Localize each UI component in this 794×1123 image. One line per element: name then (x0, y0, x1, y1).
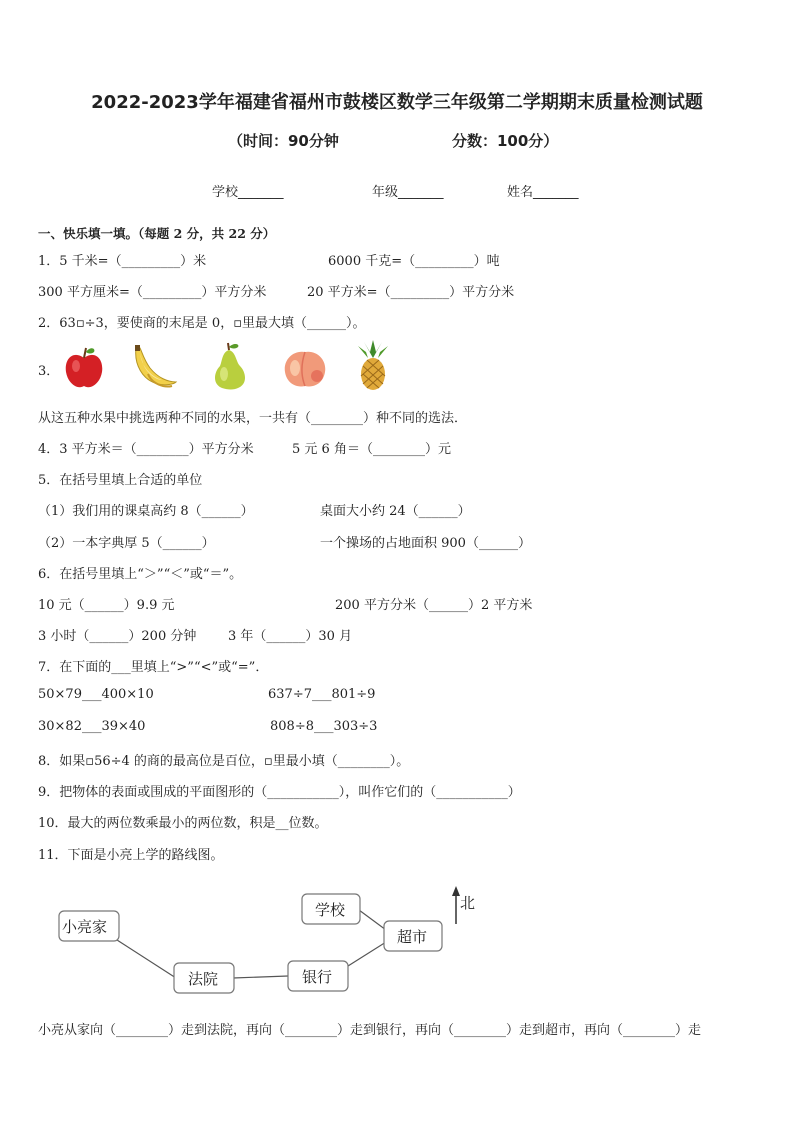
q5-a: （1）我们用的课桌高约 8（______） (38, 504, 254, 519)
node-school-label: 学校 (315, 901, 346, 919)
node-bank-label: 银行 (302, 968, 333, 986)
route-court-bank (233, 976, 288, 978)
time-limit: （时间：90分钟 (228, 132, 339, 150)
node-school (302, 894, 360, 924)
q7-a: 50×79___400×10 (38, 687, 154, 702)
node-market (384, 921, 442, 951)
q2-text: 2．63▫÷3，要使商的末尾是 0，▫里最大填（______）。 (38, 316, 366, 331)
q5-title: 5．在括号里填上合适的单位 (38, 473, 203, 488)
q6-d: 3 年（______）30 月 (228, 629, 353, 644)
q4-a: 4．3 平方米＝（________）平方分米 (38, 442, 254, 457)
node-home-label: 小亮家 (62, 918, 108, 936)
apple-icon (60, 344, 108, 392)
q11-title: 11．下面是小亮上学的路线图。 (38, 848, 224, 863)
north-arrow-icon (452, 886, 460, 924)
route-bank-market (348, 942, 386, 966)
q5-d: 一个操场的占地面积 900（______） (320, 536, 531, 551)
pear-icon (206, 342, 252, 392)
q7-c: 30×82___39×40 (38, 719, 146, 734)
north-label: 北 (460, 894, 476, 912)
node-bank (288, 961, 348, 991)
q5-b: 桌面大小约 24（______） (320, 504, 471, 519)
q5-c: （2）一本字典厚 5（______） (38, 536, 215, 551)
route-school-market (359, 910, 386, 930)
q3-number: 3． (38, 364, 60, 379)
q4-b: 5 元 6 角＝（________）元 (292, 442, 451, 457)
q11-text: 小亮从家向（________）走到法院，再向（________）走到银行，再向（________）走到超市，再向（________）走 (38, 1023, 702, 1038)
q9-text: 9．把物体的表面或围成的平面图形的（___________），叫作它们的（___________） (38, 785, 521, 800)
q6-b: 200 平方分米（______）2 平方米 (335, 598, 533, 613)
name-field: 姓名_______ (507, 185, 579, 200)
route-home-court (117, 940, 176, 978)
peach-icon (281, 344, 329, 390)
node-court-label: 法院 (188, 970, 219, 988)
q1-d: 20 平方米=（_________）平方分米 (307, 285, 515, 300)
q6-title: 6．在括号里填上“＞”“＜”或“＝”。 (38, 567, 243, 582)
route-map (0, 880, 794, 1010)
node-court (174, 963, 234, 993)
total-score: 分数：100分） (452, 132, 559, 150)
q1-c: 300 平方厘米=（_________）平方分米 (38, 285, 267, 300)
q6-a: 10 元（______）9.9 元 (38, 598, 175, 613)
q1-b: 6000 千克=（_________）吨 (328, 254, 500, 269)
grade-field: 年级_______ (372, 185, 444, 200)
q3-text: 从这五种水果中挑选两种不同的水果，一共有（________）种不同的选法． (38, 411, 468, 426)
node-market-label: 超市 (397, 928, 428, 946)
node-home (59, 911, 119, 941)
q7-b: 637÷7___801÷9 (268, 687, 376, 702)
q7-title: 7．在下面的___里填上“>”“<”或“=”． (38, 660, 269, 675)
banana-icon (128, 344, 180, 392)
q7-d: 808÷8___303÷3 (270, 719, 378, 734)
q1-a: 1．5 千米=（_________）米 (38, 254, 207, 269)
pineapple-icon (352, 340, 394, 392)
page-title: 2022-2023学年福建省福州市鼓楼区数学三年级第二学期期末质量检测试题 (91, 92, 703, 113)
q10-text: 10．最大的两位数乘最小的两位数，积是__位数。 (38, 816, 328, 831)
school-field: 学校_______ (212, 185, 284, 200)
section-heading: 一、快乐填一填。（每题 2 分，共 22 分） (38, 226, 276, 241)
q8-text: 8．如果▫56÷4 的商的最高位是百位，▫里最小填（________）。 (38, 754, 410, 769)
q6-c: 3 小时（______）200 分钟 (38, 629, 197, 644)
